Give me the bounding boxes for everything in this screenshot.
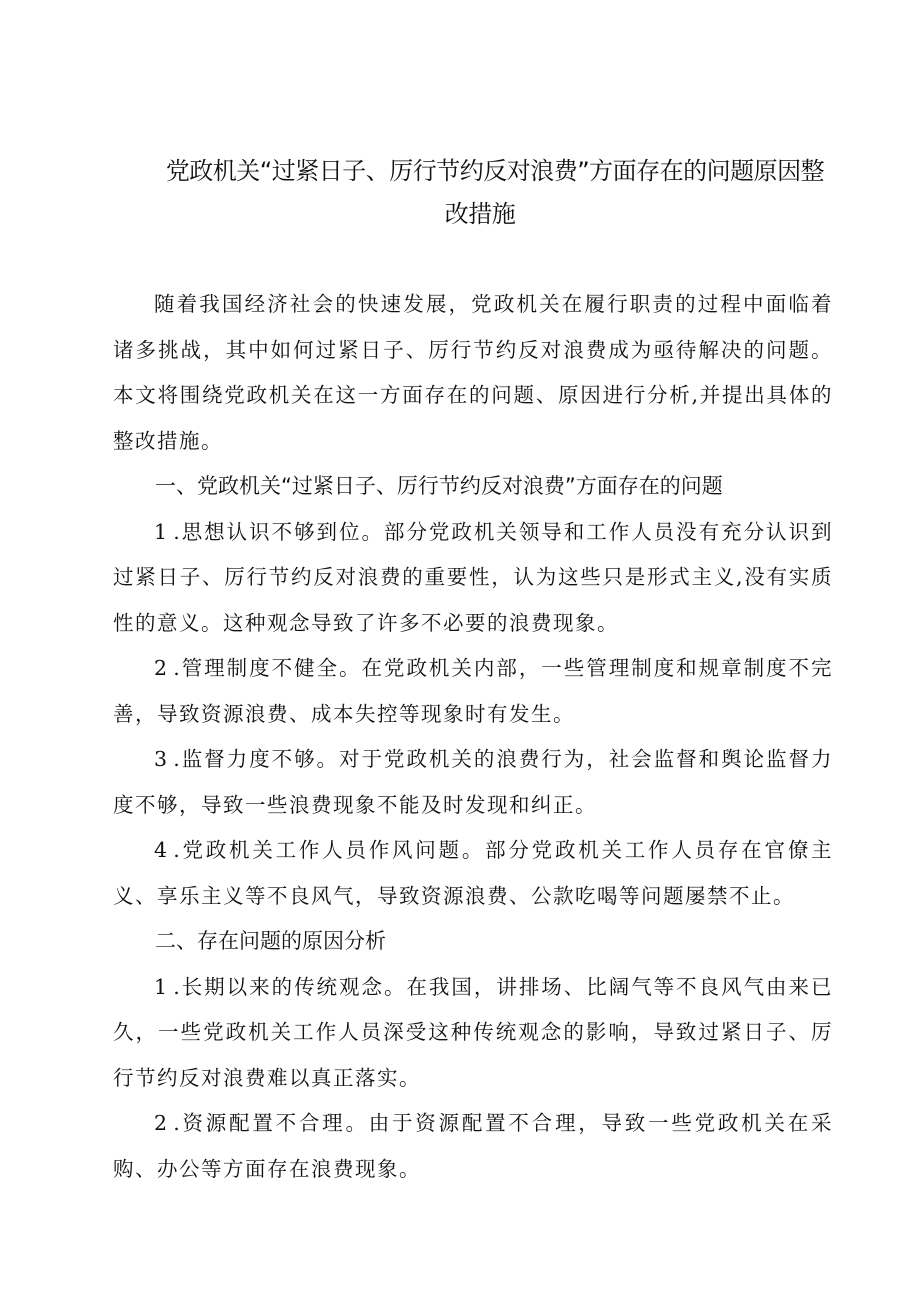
document-title xyxy=(0,150,920,236)
title-line-2: 改措施 xyxy=(444,200,516,228)
section-1-item-4 xyxy=(113,828,833,919)
section-2-item-2 xyxy=(113,1101,833,1192)
title-line-1: 党政机关“过紧日子、厉行节约反对浪费”方面存在的问题原因整 xyxy=(165,157,825,185)
item-text: .思想认识不够到位。部分党政机关领导和工作人员没有充分认识到过紧日子、厉行节约反对浪费的重要性，认为这些只是形式主义,没有实质性的意义。这种观念导致了许多不必要的浪费现象。 xyxy=(113,519,833,635)
item-number: 1 xyxy=(154,974,174,999)
item-text: .监督力度不够。对于党政机关的浪费行为，社会监督和舆论监督力度不够，导致一些浪费现象不能及时发现和纠正。 xyxy=(113,747,833,817)
item-number: 2 xyxy=(154,1111,174,1135)
item-number: 3 xyxy=(154,747,174,771)
item-number: 2 xyxy=(154,656,174,680)
item-text: .长期以来的传统观念。在我国，讲排场、比阔气等不良风气由来已久，一些党政机关工作人员深受这种传统观念的影响，导致过紧日子、厉行节约反对浪费难以真正落实。 xyxy=(113,974,833,1090)
section-2-item-1 xyxy=(113,965,833,1102)
section-1-item-1 xyxy=(113,510,833,647)
section-2-heading: 二、存在问题的原因分析 xyxy=(155,929,386,953)
item-text: .资源配置不合理。由于资源配置不合理，导致一些党政机关在采购、办公等方面存在浪费现象。 xyxy=(113,1111,833,1181)
intro-paragraph: 随着我国经济社会的快速发展，党政机关在履行职责的过程中面临着诸多挑战，其中如何过紧日子、厉行节约反对浪费成为亟待解决的问题。本文将围绕党政机关在这一方面存在的问题、原因进行分析,并提出具体的整改措施。 xyxy=(113,292,833,453)
item-text: .党政机关工作人员作风问题。部分党政机关工作人员存在官僚主义、享乐主义等不良风气，导致资源浪费、公款吃喝等问题屡禁不止。 xyxy=(113,838,833,908)
item-number: 1 xyxy=(154,519,174,544)
item-number: 4 xyxy=(154,838,174,862)
section-1-item-2 xyxy=(113,646,833,737)
item-text: .管理制度不健全。在党政机关内部，一些管理制度和规章制度不完善，导致资源浪费、成本失控等现象时有发生。 xyxy=(113,656,833,726)
section-1-item-3 xyxy=(113,737,833,828)
document-body xyxy=(113,282,833,1192)
section-1-heading: 一、党政机关“过紧日子、厉行节约反对浪费”方面存在的问题 xyxy=(155,474,723,498)
